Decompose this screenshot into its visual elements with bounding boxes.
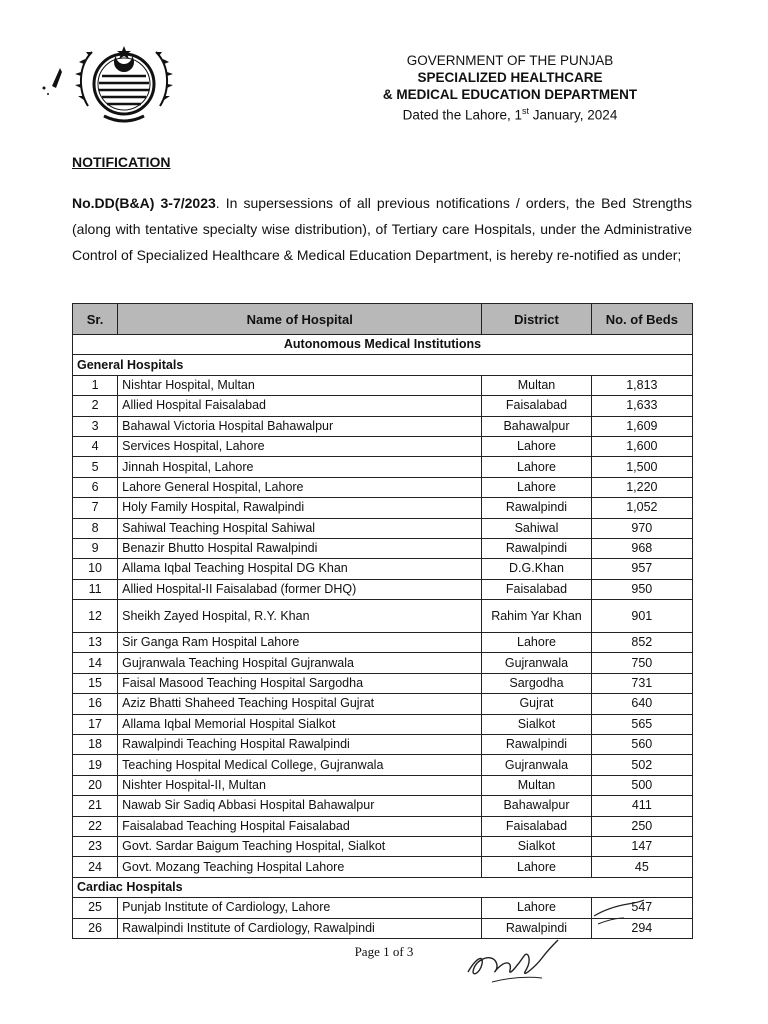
beds-cell: 950 (591, 579, 692, 599)
hospital-name-cell: Lahore General Hospital, Lahore (118, 477, 482, 497)
sr-cell: 17 (73, 714, 118, 734)
signature-image (462, 932, 572, 988)
district-cell: Faisalabad (482, 579, 591, 599)
notification-reference: No.DD(B&A) 3-7/2023 (72, 195, 216, 211)
header-line-government: GOVERNMENT OF THE PUNJAB (406, 53, 614, 68)
table-row (73, 498, 693, 518)
beds-cell: 565 (591, 714, 692, 734)
district-cell: Lahore (482, 857, 591, 877)
district-cell: Sargodha (482, 673, 591, 693)
sr-cell: 19 (73, 755, 118, 775)
sr-cell: 6 (73, 477, 118, 497)
hospital-name-cell: Nawab Sir Sadiq Abbasi Hospital Bahawalpur (118, 796, 482, 816)
hospital-name-cell: Benazir Bhutto Hospital Rawalpindi (118, 538, 482, 558)
table-row (73, 633, 693, 653)
sr-cell: 16 (73, 694, 118, 714)
hospital-name-cell: Allied Hospital Faisalabad (118, 396, 482, 416)
hospital-name-cell: Faisal Masood Teaching Hospital Sargodha (118, 673, 482, 693)
bed-strength-table (72, 303, 693, 939)
beds-cell: 970 (591, 518, 692, 538)
sr-cell: 11 (73, 579, 118, 599)
table-row (73, 396, 693, 416)
sr-cell: 24 (73, 857, 118, 877)
hospital-name-cell: Punjab Institute of Cardiology, Lahore (118, 898, 482, 918)
table-row (73, 836, 693, 856)
beds-cell: 1,052 (591, 498, 692, 518)
table-row (73, 775, 693, 795)
hospital-name-cell: Aziz Bhatti Shaheed Teaching Hospital Gujrat (118, 694, 482, 714)
sr-cell: 1 (73, 375, 118, 395)
district-cell: Bahawalpur (482, 416, 591, 436)
handwritten-mark (590, 894, 646, 926)
beds-cell: 640 (591, 694, 692, 714)
district-cell: Sialkot (482, 836, 591, 856)
group-title-row (73, 335, 693, 355)
hospital-name-cell: Teaching Hospital Medical College, Gujranwala (118, 755, 482, 775)
group-title: Autonomous Medical Institutions (73, 335, 693, 355)
hospital-name-cell: Rawalpindi Teaching Hospital Rawalpindi (118, 735, 482, 755)
sr-cell: 26 (73, 918, 118, 938)
page-number: Page 1 of 3 (354, 944, 414, 959)
beds-cell: 731 (591, 673, 692, 693)
hospital-name-cell: Sahiwal Teaching Hospital Sahiwal (118, 518, 482, 538)
pen-mark-icon (40, 64, 70, 104)
beds-cell: 1,220 (591, 477, 692, 497)
header-sr: Sr. (73, 304, 118, 335)
table-row (73, 538, 693, 558)
hospital-name-cell: Allama Iqbal Teaching Hospital DG Khan (118, 559, 482, 579)
beds-cell: 411 (591, 796, 692, 816)
table-row (73, 477, 693, 497)
beds-cell: 502 (591, 755, 692, 775)
district-cell: Faisalabad (482, 816, 591, 836)
section-title: Cardiac Hospitals (73, 877, 693, 897)
sr-cell: 23 (73, 836, 118, 856)
sr-cell: 14 (73, 653, 118, 673)
hospital-name-cell: Allied Hospital-II Faisalabad (former DHQ) (118, 579, 482, 599)
table-row (73, 653, 693, 673)
district-cell: Lahore (482, 477, 591, 497)
sr-cell: 9 (73, 538, 118, 558)
table-row (73, 694, 693, 714)
hospital-name-cell: Nishter Hospital-II, Multan (118, 775, 482, 795)
district-cell: Rawalpindi (482, 538, 591, 558)
district-cell: Rawalpindi (482, 735, 591, 755)
beds-cell: 294 (591, 918, 692, 938)
beds-cell: 852 (591, 633, 692, 653)
header-name: Name of Hospital (118, 304, 482, 335)
beds-cell: 957 (591, 559, 692, 579)
beds-cell: 1,633 (591, 396, 692, 416)
section-title: General Hospitals (73, 355, 693, 375)
header-beds: No. of Beds (591, 304, 692, 335)
district-cell: Lahore (482, 457, 591, 477)
sr-cell: 3 (73, 416, 118, 436)
hospital-name-cell: Rawalpindi Institute of Cardiology, Rawalpindi (118, 918, 482, 938)
notification-title: NOTIFICATION (72, 154, 171, 170)
beds-cell: 1,600 (591, 436, 692, 456)
beds-cell: 1,609 (591, 416, 692, 436)
beds-cell: 1,813 (591, 375, 692, 395)
table-row (73, 673, 693, 693)
district-cell: Gujranwala (482, 653, 591, 673)
sr-cell: 22 (73, 816, 118, 836)
hospital-name-cell: Holy Family Hospital, Rawalpindi (118, 498, 482, 518)
table-row (73, 436, 693, 456)
sr-cell: 2 (73, 396, 118, 416)
sr-cell: 13 (73, 633, 118, 653)
beds-cell: 500 (591, 775, 692, 795)
table-row (73, 857, 693, 877)
beds-cell: 547 (591, 898, 692, 918)
beds-cell: 147 (591, 836, 692, 856)
beds-cell: 1,500 (591, 457, 692, 477)
table-row (73, 796, 693, 816)
punjab-emblem-logo (74, 36, 174, 124)
header-line-department: SPECIALIZED HEALTHCARE (417, 70, 603, 85)
table-row (73, 518, 693, 538)
district-cell: Lahore (482, 898, 591, 918)
hospital-name-cell: Sir Ganga Ram Hospital Lahore (118, 633, 482, 653)
header-date: Dated the Lahore, 1st January, 2024 (402, 106, 618, 123)
hospital-name-cell: Bahawal Victoria Hospital Bahawalpur (118, 416, 482, 436)
table-row (73, 559, 693, 579)
sr-cell: 21 (73, 796, 118, 816)
sr-cell: 5 (73, 457, 118, 477)
header-line-medical-education: & MEDICAL EDUCATION DEPARTMENT (382, 87, 638, 102)
district-cell: D.G.Khan (482, 559, 591, 579)
table-header-row (73, 304, 693, 335)
sr-cell: 15 (73, 673, 118, 693)
district-cell: Rawalpindi (482, 918, 591, 938)
district-cell: Rawalpindi (482, 498, 591, 518)
sr-cell: 12 (73, 600, 118, 633)
notification-body (72, 190, 692, 268)
sr-cell: 4 (73, 436, 118, 456)
beds-cell: 750 (591, 653, 692, 673)
table-row (73, 457, 693, 477)
table-row (73, 375, 693, 395)
beds-cell: 901 (591, 600, 692, 633)
header-district: District (482, 304, 591, 335)
beds-cell: 560 (591, 735, 692, 755)
district-cell: Multan (482, 775, 591, 795)
district-cell: Gujrat (482, 694, 591, 714)
table-row (73, 816, 693, 836)
section-header-row (73, 355, 693, 375)
district-cell: Sahiwal (482, 518, 591, 538)
hospital-name-cell: Allama Iqbal Memorial Hospital Sialkot (118, 714, 482, 734)
hospital-name-cell: Sheikh Zayed Hospital, R.Y. Khan (118, 600, 482, 633)
table-row (73, 755, 693, 775)
table-row (73, 735, 693, 755)
district-cell: Gujranwala (482, 755, 591, 775)
beds-cell: 45 (591, 857, 692, 877)
district-cell: Faisalabad (482, 396, 591, 416)
notification-text: . In supersessions of all previous notifications / orders, the Bed Strengths (along with tentative specialty wise distribution), of Tertiary care Hospitals, under the Administrative Control of Specialized Healthcare & Medical Education Department, is hereby re-notified as under; (72, 195, 692, 263)
sr-cell: 10 (73, 559, 118, 579)
hospital-name-cell: Gujranwala Teaching Hospital Gujranwala (118, 653, 482, 673)
hospital-name-cell: Govt. Sardar Baigum Teaching Hospital, Sialkot (118, 836, 482, 856)
table-row (73, 579, 693, 599)
district-cell: Lahore (482, 633, 591, 653)
district-cell: Bahawalpur (482, 796, 591, 816)
district-cell: Multan (482, 375, 591, 395)
district-cell: Sialkot (482, 714, 591, 734)
table-row (73, 714, 693, 734)
hospital-name-cell: Nishtar Hospital, Multan (118, 375, 482, 395)
sr-cell: 20 (73, 775, 118, 795)
sr-cell: 25 (73, 898, 118, 918)
hospital-name-cell: Services Hospital, Lahore (118, 436, 482, 456)
beds-cell: 968 (591, 538, 692, 558)
hospital-name-cell: Govt. Mozang Teaching Hospital Lahore (118, 857, 482, 877)
district-cell: Lahore (482, 436, 591, 456)
district-cell: Rahim Yar Khan (482, 600, 591, 633)
sr-cell: 8 (73, 518, 118, 538)
sr-cell: 18 (73, 735, 118, 755)
beds-cell: 250 (591, 816, 692, 836)
sr-cell: 7 (73, 498, 118, 518)
table-row (73, 416, 693, 436)
department-header (330, 52, 690, 124)
hospital-name-cell: Jinnah Hospital, Lahore (118, 457, 482, 477)
hospital-name-cell: Faisalabad Teaching Hospital Faisalabad (118, 816, 482, 836)
table-row (73, 600, 693, 633)
